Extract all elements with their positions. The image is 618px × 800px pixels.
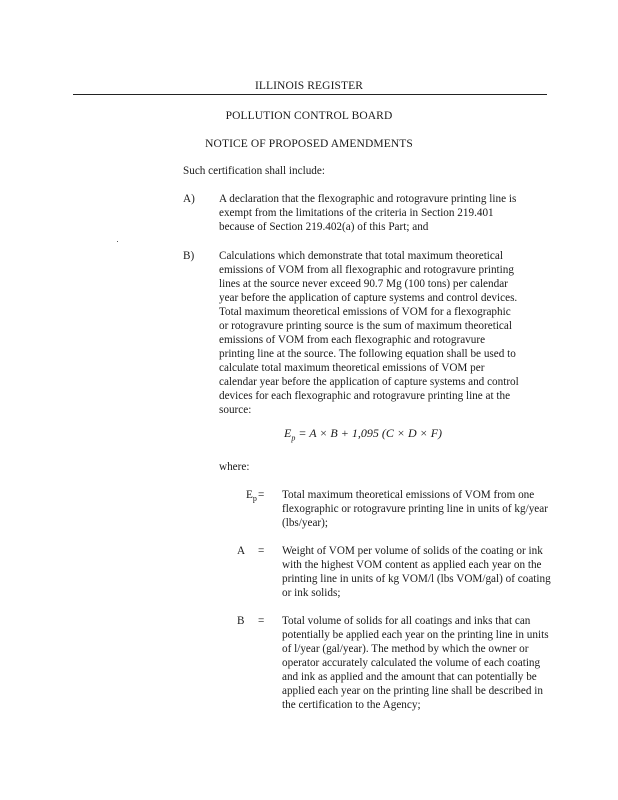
definition-line: (lbs/year); bbox=[282, 517, 328, 529]
definition-symbol: B bbox=[237, 615, 245, 627]
equation-lhs: E bbox=[284, 426, 292, 440]
item-b-line: Calculations which demonstrate that total maximum theoretical bbox=[219, 250, 503, 262]
item-a-label: A) bbox=[183, 193, 195, 205]
definition-line: flexographic or rotogravure printing line in units of kg/year bbox=[282, 503, 548, 515]
definition-equals: = bbox=[258, 489, 265, 501]
item-a-line: because of Section 219.402(a) of this Part; and bbox=[219, 221, 429, 233]
notice-title: NOTICE OF PROPOSED AMENDMENTS bbox=[205, 138, 413, 150]
definition-equals: = bbox=[258, 615, 265, 627]
item-b-line: devices for each flexographic and rotogravure printing line at the bbox=[219, 390, 511, 402]
emissions-equation bbox=[284, 426, 442, 442]
item-b-line: emissions of VOM from each flexographic and rotogravure bbox=[219, 334, 486, 346]
stray-mark bbox=[117, 241, 118, 242]
board-title: POLLUTION CONTROL BOARD bbox=[225, 110, 393, 122]
definition-line: Total maximum theoretical emissions of VOM from one bbox=[282, 489, 535, 501]
header-rule bbox=[73, 94, 547, 95]
item-b-line: calculate total maximum theoretical emissions of VOM per bbox=[219, 362, 485, 374]
item-b-line: calendar year before the application of capture systems and control bbox=[219, 376, 519, 388]
definition-line: Weight of VOM per volume of solids of the coating or ink bbox=[282, 545, 543, 557]
definition-symbol-letter: E bbox=[246, 489, 253, 501]
item-b-line: source: bbox=[219, 404, 252, 416]
definition-line: with the highest VOM content as applied each year on the bbox=[282, 559, 542, 571]
definition-line: and ink as applied and the amount that can potentially be bbox=[282, 671, 537, 683]
definition-symbol: A bbox=[237, 545, 246, 557]
item-a-line: exempt from the limitations of the criteria in Section 219.401 bbox=[219, 207, 494, 219]
definition-line: potentially be applied each year on the printing line in units bbox=[282, 629, 549, 641]
definition-symbol bbox=[246, 489, 257, 505]
item-b-line: Total maximum theoretical emissions of VOM for a flexographic bbox=[219, 306, 511, 318]
definition-line: of l/year (gal/year). The method by which the owner or bbox=[282, 643, 529, 655]
item-b-line: printing line at the source. The following equation shall be used to bbox=[219, 348, 516, 360]
equation-lhs-subscript: p bbox=[291, 433, 296, 443]
definition-line: the certification to the Agency; bbox=[282, 699, 421, 711]
intro-text: Such certification shall include: bbox=[183, 165, 325, 177]
item-b-label: B) bbox=[183, 250, 195, 262]
item-b-line: emissions of VOM from all flexographic and rotogravure printing bbox=[219, 264, 514, 276]
item-a-line: A declaration that the flexographic and rotogravure printing line is bbox=[219, 193, 517, 205]
item-b-line: year before the application of capture systems and control devices. bbox=[219, 292, 518, 304]
equation-rhs: = A × B + 1,095 (C × D × F) bbox=[295, 426, 443, 440]
definition-symbol-subscript: p bbox=[252, 494, 257, 504]
register-title: ILLINOIS REGISTER bbox=[254, 80, 364, 92]
definition-line: printing line in units of kg VOM/l (lbs VOM/gal) of coating bbox=[282, 573, 551, 585]
definition-line: or ink solids; bbox=[282, 587, 341, 599]
definition-line: Total volume of solids for all coatings and inks that can bbox=[282, 615, 531, 627]
definition-equals: = bbox=[258, 545, 265, 557]
definition-line: operator accurately calculated the volume of each coating bbox=[282, 657, 541, 669]
where-text: where: bbox=[219, 461, 250, 473]
item-b-line: or rotogravure printing source is the sum of maximum theoretical bbox=[219, 320, 512, 332]
definition-line: applied each year on the printing line shall be described in bbox=[282, 685, 543, 697]
item-b-line: lines at the source never exceed 90.7 Mg (100 tons) per calendar bbox=[219, 278, 508, 290]
